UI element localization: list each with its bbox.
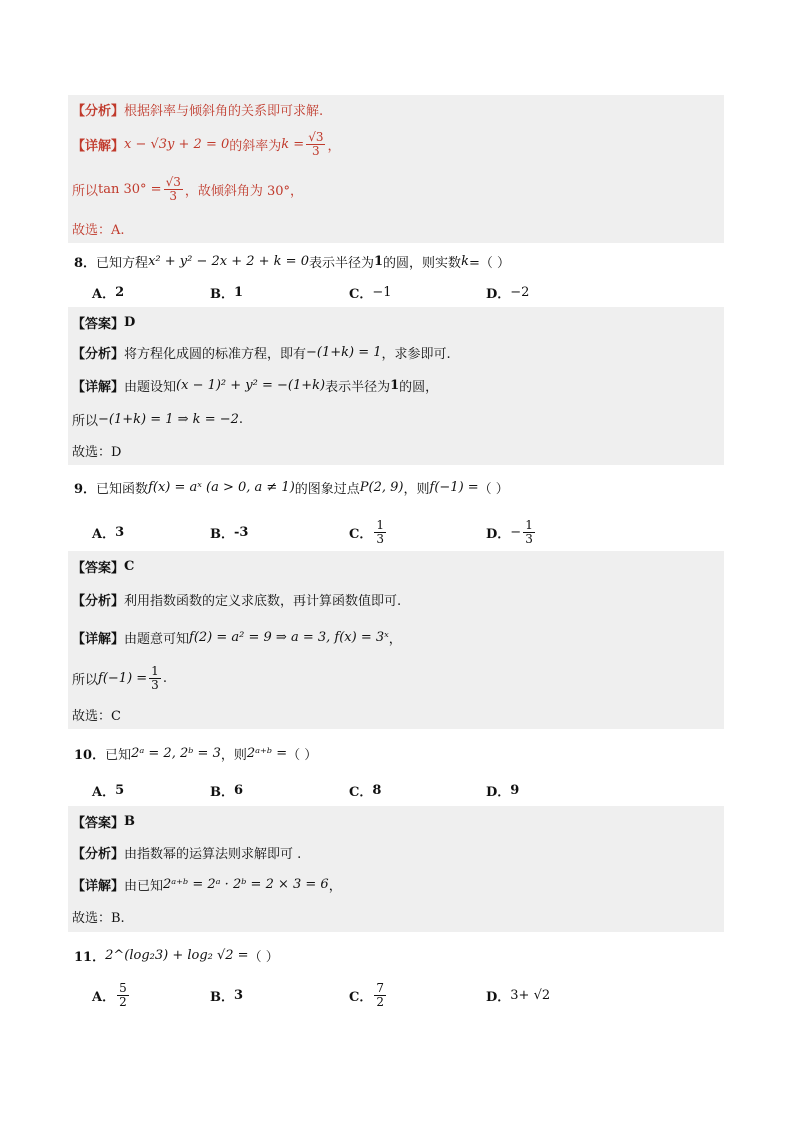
target-expression: 2ᵃ⁺ᵇ = (246, 745, 288, 761)
period: . (162, 670, 167, 686)
expression: 2^(log₂3) + log₂ √2 = (105, 947, 249, 963)
analysis-tag: 【分析】 (72, 846, 125, 862)
circle-equation: x² + y² − 2x + 2 + k = 0 (148, 253, 309, 269)
option-value: 2 (115, 284, 125, 300)
fraction-numerator: 7 (376, 980, 384, 995)
k-symbol: k (461, 253, 469, 269)
stem-blank: （ ） (248, 949, 279, 965)
stem-text: 已知 (105, 747, 132, 763)
option-label: C． (349, 286, 373, 302)
analysis-text: 将方程化成圆的标准方程，即有 (124, 346, 307, 362)
option-value: 5 (115, 782, 125, 798)
option-fraction (374, 982, 386, 1008)
option-label: A． (92, 784, 116, 800)
option-b[interactable] (210, 775, 243, 805)
option-a[interactable] (92, 977, 131, 1013)
q10-analysis-row (68, 836, 724, 868)
fraction-numerator: √3 (165, 174, 181, 189)
comma: ， (388, 631, 402, 647)
function-value: f(−1) = (429, 479, 479, 495)
comma: ， (327, 138, 341, 154)
option-label: D． (486, 784, 511, 800)
fraction-denominator: 3 (376, 531, 384, 546)
option-label: B． (210, 784, 234, 800)
option-label: C． (349, 989, 373, 1005)
solve-prefix: 所以 (72, 672, 99, 688)
solve-equation: f(−1) = (98, 670, 148, 686)
detail-text: 由已知 (124, 878, 164, 894)
q8-stem (74, 247, 510, 275)
fraction-denominator: 3 (525, 531, 533, 546)
option-value: 9 (510, 782, 520, 798)
q9-answer-row (68, 551, 724, 581)
fraction-denominator: 3 (151, 677, 159, 692)
fraction-numerator: 5 (119, 980, 127, 995)
option-value: 3+ √2 (510, 987, 551, 1003)
option-label: A． (92, 286, 116, 302)
q10-stem (74, 738, 317, 768)
option-label: B． (210, 989, 234, 1005)
analysis-tag: 【分析】 (72, 103, 125, 119)
analysis-text: ，求参即可. (381, 346, 451, 362)
q9-choose-row (68, 699, 724, 729)
slope-symbol: k = (281, 136, 305, 152)
q8-choose-row (68, 435, 724, 465)
fraction-denominator: 3 (169, 188, 178, 203)
conclusion-suffix: ，故倾斜角为 30°， (184, 183, 304, 199)
option-c[interactable] (349, 277, 392, 307)
q10-answer-row (68, 806, 724, 836)
stem-text: ，则 (220, 747, 247, 763)
fraction-denominator: 3 (312, 143, 320, 158)
option-d[interactable] (486, 515, 537, 549)
option-a[interactable] (92, 775, 124, 805)
option-a[interactable] (92, 277, 124, 307)
q7-detail-row (68, 123, 724, 165)
choose-text: 故选：A. (72, 222, 125, 238)
option-label: B． (210, 286, 234, 302)
stem-text: 的图象过点 (294, 481, 360, 497)
option-c[interactable] (349, 977, 388, 1013)
option-value: 8 (372, 782, 382, 798)
line-equation: x − √3y + 2 = 0 (124, 136, 230, 152)
option-d[interactable] (486, 977, 550, 1013)
stem-text: 的圆，则实数 (383, 255, 462, 271)
q9-detail-row (68, 617, 724, 657)
option-label: D． (486, 526, 511, 542)
option-value: 3 (234, 987, 244, 1003)
option-a[interactable] (92, 515, 124, 549)
detail-tag: 【详解】 (72, 138, 125, 154)
q11-options (92, 977, 652, 1013)
analysis-text: 利用指数函数的定义求底数，再计算函数值即可. (124, 593, 402, 609)
option-b[interactable] (210, 277, 243, 307)
fraction-numerator: 1 (376, 517, 384, 532)
q11-stem (74, 940, 279, 970)
standard-equation: (x − 1)² + y² = −(1+k) (176, 377, 326, 393)
stem-blank: =（ ） (468, 255, 510, 271)
option-fraction (374, 519, 386, 545)
option-b[interactable] (210, 977, 243, 1013)
point-p: P(2, 9) (359, 479, 404, 495)
q7-conclusion-row (68, 165, 724, 213)
q7-analysis-row (68, 95, 724, 123)
period: . (238, 411, 244, 427)
option-b[interactable] (210, 515, 248, 549)
analysis-tag: 【分析】 (72, 346, 125, 362)
stem-text: 表示半径为 (308, 255, 374, 271)
solve-equation: −(1+k) = 1 ⇒ k = −2 (98, 411, 239, 427)
option-value: −1 (372, 284, 392, 300)
answer-value: C (124, 558, 135, 574)
fraction-numerator: 1 (151, 663, 159, 678)
detail-equation: 2ᵃ⁺ᵇ = 2ᵃ · 2ᵇ = 2 × 3 = 6 (163, 876, 329, 892)
stem-text: 已知函数 (96, 481, 149, 497)
option-value: 3 (115, 524, 125, 540)
choose-text: 故选：B. (72, 910, 125, 926)
option-c[interactable] (349, 515, 388, 549)
analysis-text: 由指数幂的运算法则求解即可 . (124, 846, 302, 862)
analysis-equation: −(1+k) = 1 (306, 344, 382, 360)
detail-tag: 【详解】 (72, 878, 125, 894)
option-label: D． (486, 286, 511, 302)
q10-choose-row (68, 900, 724, 932)
option-label: A． (92, 989, 116, 1005)
detail-text: 由题意可知 (124, 631, 190, 647)
answer-value: B (124, 813, 136, 829)
fraction-denominator: 2 (119, 994, 127, 1009)
fraction-denominator: 2 (376, 994, 384, 1009)
option-label: C． (349, 526, 373, 542)
analysis-tag: 【分析】 (72, 593, 125, 609)
stem-text: 已知方程 (96, 255, 149, 271)
option-label: C． (349, 784, 373, 800)
result-fraction (149, 665, 161, 691)
q7-choose-row (68, 213, 724, 243)
option-value: 1 (234, 284, 244, 300)
answer-tag: 【答案】 (72, 560, 125, 576)
question-number: 9． (74, 481, 97, 497)
q8-detail-row (68, 367, 724, 403)
detail-text: 表示半径为 (325, 379, 391, 395)
detail-text: 由题设知 (124, 379, 177, 395)
q9-options (92, 515, 652, 549)
detail-equation: f(2) = a² = 9 ⇒ a = 3, f(x) = 3ˣ (189, 629, 389, 645)
detail-tag: 【详解】 (72, 379, 125, 395)
option-c[interactable] (349, 775, 381, 805)
choose-text: 故选：D (72, 444, 122, 460)
tan-fraction (164, 176, 183, 202)
option-value: -3 (234, 524, 249, 540)
slope-fraction (306, 131, 325, 157)
option-d[interactable] (486, 277, 529, 307)
question-number: 11． (74, 949, 106, 965)
question-number: 10． (74, 747, 106, 763)
answer-tag: 【答案】 (72, 316, 125, 332)
comma: ， (328, 878, 342, 894)
q9-solve-row (68, 657, 724, 699)
function-definition: f(x) = aˣ (a > 0, a ≠ 1) (148, 479, 295, 495)
question-number: 8． (74, 255, 97, 271)
q10-detail-row (68, 868, 724, 900)
q9-analysis-row (68, 581, 724, 617)
option-fraction (117, 982, 129, 1008)
option-label: B． (210, 526, 234, 542)
option-label: D． (486, 989, 511, 1005)
option-value: −2 (510, 284, 530, 300)
detail-text: 的斜率为 (229, 138, 282, 154)
given-equations: 2ᵃ = 2, 2ᵇ = 3 (131, 745, 221, 761)
stem-text: ，则 (403, 481, 430, 497)
solve-prefix: 所以 (72, 413, 99, 429)
fraction-numerator: √3 (308, 129, 324, 144)
radius-value: 1 (390, 377, 400, 393)
option-label: A． (92, 526, 116, 542)
q9-stem (74, 472, 509, 502)
stem-blank: （ ） (478, 481, 509, 497)
q8-solve-row (68, 403, 724, 435)
answer-value: D (124, 314, 136, 330)
option-fraction (523, 519, 535, 545)
minus-sign: − (510, 524, 522, 540)
option-value: 6 (234, 782, 244, 798)
choose-text: 故选：C (72, 708, 121, 724)
q8-answer-row (68, 307, 724, 337)
q10-options (92, 775, 652, 805)
detail-tag: 【详解】 (72, 631, 125, 647)
answer-tag: 【答案】 (72, 815, 125, 831)
q8-analysis-row (68, 337, 724, 367)
q8-options (92, 277, 652, 307)
tan-expression: tan 30° = (98, 181, 162, 197)
conclusion-prefix: 所以 (72, 183, 99, 199)
fraction-numerator: 1 (525, 517, 533, 532)
radius-value: 1 (374, 253, 384, 269)
analysis-text: 根据斜率与倾斜角的关系即可求解. (124, 103, 324, 119)
detail-text: 的圆， (399, 379, 439, 395)
stem-blank: （ ） (287, 747, 318, 763)
option-d[interactable] (486, 775, 519, 805)
